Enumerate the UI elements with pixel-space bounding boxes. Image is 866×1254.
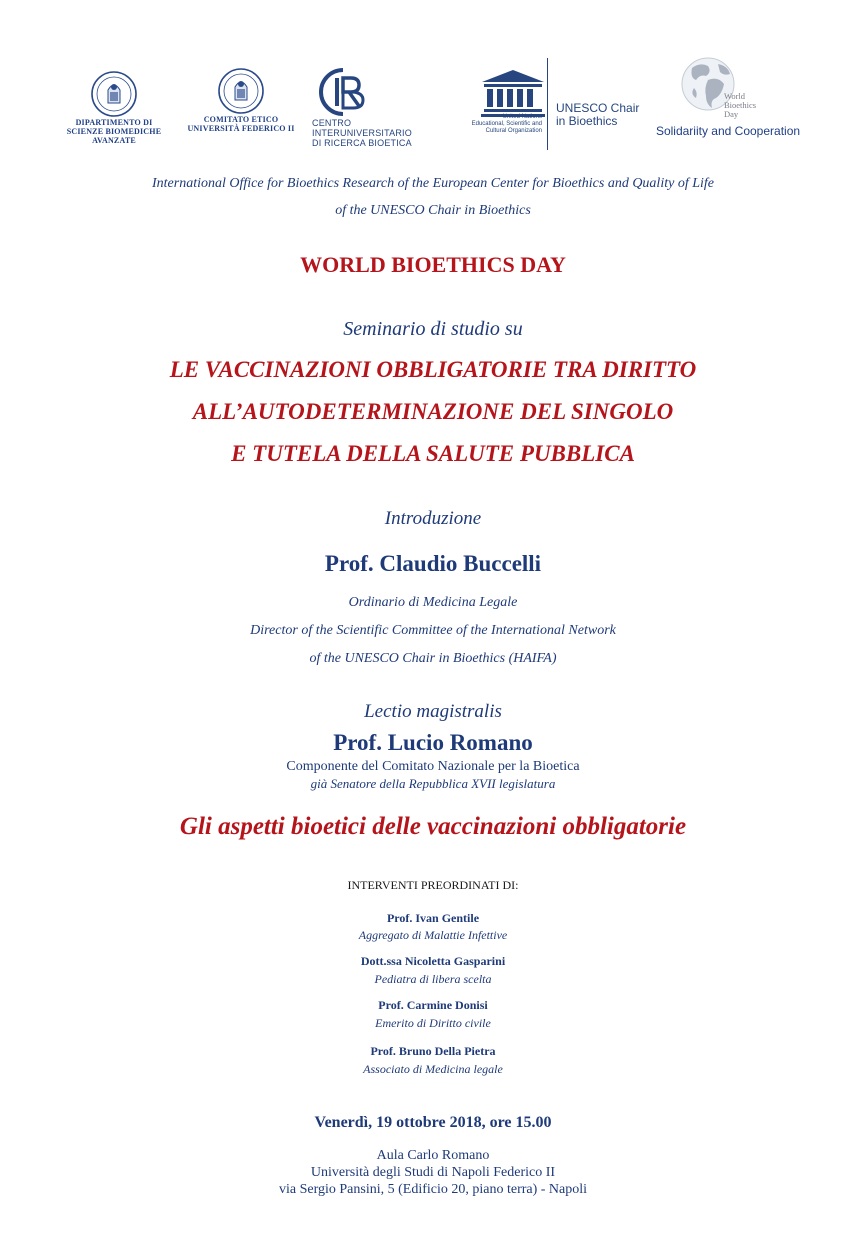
unesco-logo (450, 58, 650, 158)
unesco-chair-2: in Bioethics (556, 114, 618, 128)
introduction-role-1: Ordinario di Medicina Legale (348, 595, 518, 610)
unesco-chair-1: UNESCO Chair (556, 101, 640, 115)
introduction-role-3: of the UNESCO Chair in Bioethics (HAIFA) (309, 651, 557, 666)
seminar-title-line-1: LE VACCINAZIONI OBBLIGATORIE TRA DIRITTO (169, 357, 697, 382)
unesco-subtitle (454, 114, 542, 135)
introduction-role-2: Director of the Scientific Committee of the International Network (250, 623, 616, 638)
speaker-4-name: Prof. Bruno Della Pietra (370, 1044, 496, 1058)
logo-row (0, 0, 866, 170)
lectio-speaker: Prof. Lucio Romano (333, 730, 533, 755)
speaker-1-role: Aggregato di Malattie Infettive (358, 928, 508, 942)
unesco-temple-icon (480, 68, 546, 120)
cirb-monogram-icon (311, 66, 371, 118)
lectio-role-2: già Senatore della Repubblica XVII legislatura (310, 776, 556, 791)
wbd-word-3: Day (724, 109, 739, 119)
university-seal-icon (217, 67, 265, 115)
event-address: via Sergio Pansini, 5 (Edificio 20, piano terra) - Napoli (278, 1182, 588, 1197)
speaker-2-name: Dott.ssa Nicoletta Gasparini (360, 954, 506, 968)
cirb-caption-2: DI RICERCA BIOETICA (312, 138, 412, 148)
lectio-role-1: Componente del Comitato Nazionale per la Bioetica (286, 759, 580, 774)
introduction-label: Introduzione (384, 508, 482, 529)
world-bioethics-day-logo (648, 54, 808, 144)
wbd-word-1: World (724, 91, 746, 101)
speaker-2-role: Pediatra di libera scelta (374, 972, 492, 986)
solidarity-caption: Solidariity and Cooperation (655, 124, 801, 138)
office-line-2: of the UNESCO Chair in Bioethics (335, 203, 531, 218)
department-caption-2: SCIENZE BIOMEDICHE AVANZATE (66, 127, 162, 145)
ethics-caption-1: COMITATO ETICO (203, 115, 279, 124)
department-logo (46, 70, 182, 145)
university-seal-icon (90, 70, 138, 118)
speaker-1-name: Prof. Ivan Gentile (386, 911, 480, 925)
event-datetime: Venerdì, 19 ottobre 2018, ore 15.00 (314, 1114, 552, 1131)
unesco-sub-1: United Nations (502, 114, 542, 120)
cirb-logo (303, 66, 451, 148)
event-title: WORLD BIOETHICS DAY (300, 252, 566, 277)
speaker-3-name: Prof. Carmine Donisi (378, 998, 488, 1012)
speaker-4-role: Associato di Medicina legale (363, 1062, 503, 1076)
seminar-title-line-3: E TUTELA DELLA SALUTE PUBBLICA (231, 441, 635, 466)
event-room: Aula Carlo Romano (376, 1148, 490, 1163)
office-line-1: International Office for Bioethics Research of the European Center for Bioethics and Quality of Life (152, 176, 714, 191)
lectio-label: Lectio magistralis (364, 701, 502, 722)
lectio-topic: Gli aspetti bioetici delle vaccinazioni obbligatorie (179, 813, 687, 840)
unesco-sub-2: Educational, Scientific and (471, 121, 542, 127)
interventions-heading: INTERVENTI PREORDINATI DI: (347, 878, 519, 892)
wbd-word-2: Bioethics (724, 100, 757, 110)
wbd-wordmark (724, 92, 756, 119)
seminar-title-line-2: ALL’AUTODETERMINAZIONE DEL SINGOLO (192, 399, 674, 424)
cirb-caption-1: CENTRO INTERUNIVERSITARIO (312, 118, 412, 138)
unesco-chair-label (556, 102, 639, 128)
ethics-caption-2: UNIVERSITÀ FEDERICO II (187, 124, 295, 133)
event-university: Università degli Studi di Napoli Federico II (310, 1165, 556, 1180)
unesco-sub-3: Cultural Organization (485, 128, 542, 134)
department-caption-1: DIPARTIMENTO DI (75, 118, 153, 127)
ethics-committee-logo (182, 67, 300, 133)
unesco-divider (547, 58, 548, 150)
seminar-intro: Seminario di studio su (343, 318, 523, 340)
speaker-3-role: Emerito di Diritto civile (375, 1016, 491, 1030)
introduction-speaker: Prof. Claudio Buccelli (324, 551, 542, 576)
